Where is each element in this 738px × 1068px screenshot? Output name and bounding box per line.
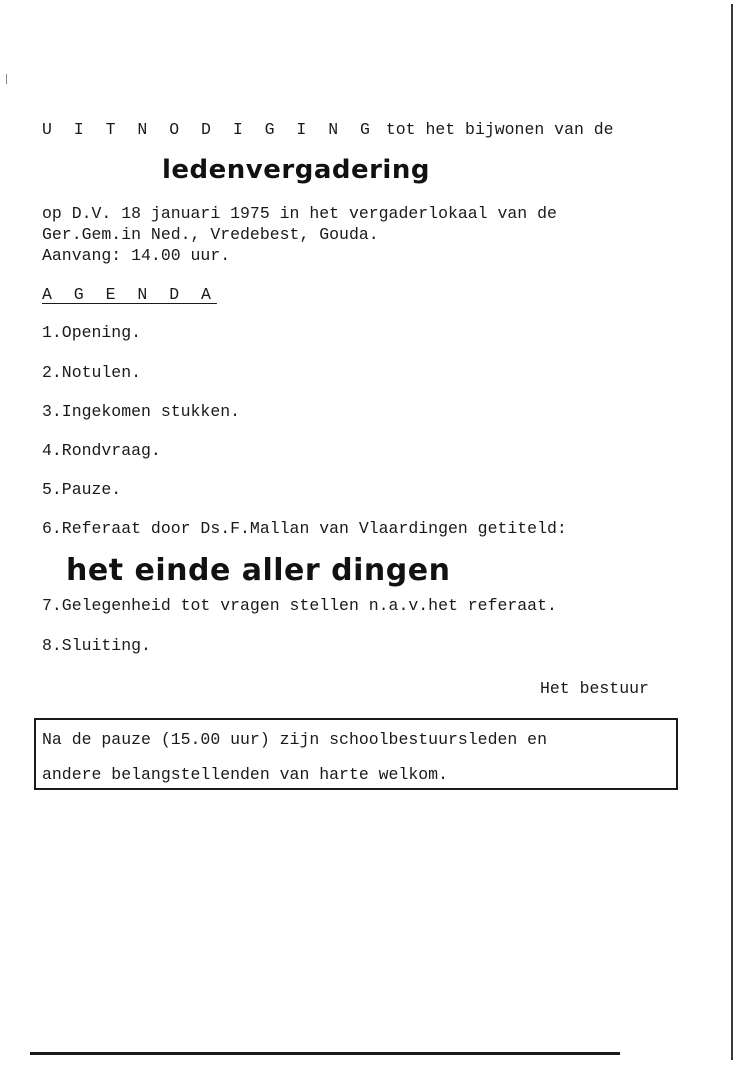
agenda-item-sluiting: 8.Sluiting. — [42, 636, 151, 655]
agenda-item-ingekomen-stukken: 3.Ingekomen stukken. — [42, 402, 241, 421]
bottom-rule — [30, 1052, 620, 1055]
agenda-item-vragen: 7.Gelegenheid tot vragen stellen n.a.v.het referaat. — [42, 596, 557, 615]
notice-line-1: Na de pauze (15.00 uur) zijn schoolbestuursleden en — [42, 730, 547, 749]
agenda-heading: A G E N D A — [42, 285, 217, 304]
agenda-item-pauze: 5.Pauze. — [42, 480, 122, 499]
info-line-venue: Ger.Gem.in Ned., Vredebest, Gouda. — [42, 225, 379, 244]
agenda-item-rondvraag: 4.Rondvraag. — [42, 441, 161, 460]
agenda-item-referaat: 6.Referaat door Ds.F.Mallan van Vlaardingen getiteld: — [42, 519, 567, 538]
talk-title: het einde aller dingen — [66, 553, 451, 588]
scan-right-border — [731, 4, 733, 1060]
invitation-title-spaced: U I T N O D I G I N G — [42, 120, 376, 139]
scan-edge-mark — [6, 74, 7, 84]
invitation-title — [42, 122, 614, 139]
signature: Het bestuur — [540, 679, 649, 698]
info-line-start-time: Aanvang: 14.00 uur. — [42, 246, 231, 265]
agenda-item-opening: 1.Opening. — [42, 323, 142, 342]
agenda-item-notulen: 2.Notulen. — [42, 363, 142, 382]
meeting-heading: ledenvergadering — [162, 155, 430, 185]
notice-line-2: andere belangstellenden van harte welkom. — [42, 765, 448, 784]
invitation-title-rest: tot het bijwonen van de — [375, 120, 614, 139]
info-line-date-location: op D.V. 18 januari 1975 in het vergaderlokaal van de — [42, 204, 557, 223]
